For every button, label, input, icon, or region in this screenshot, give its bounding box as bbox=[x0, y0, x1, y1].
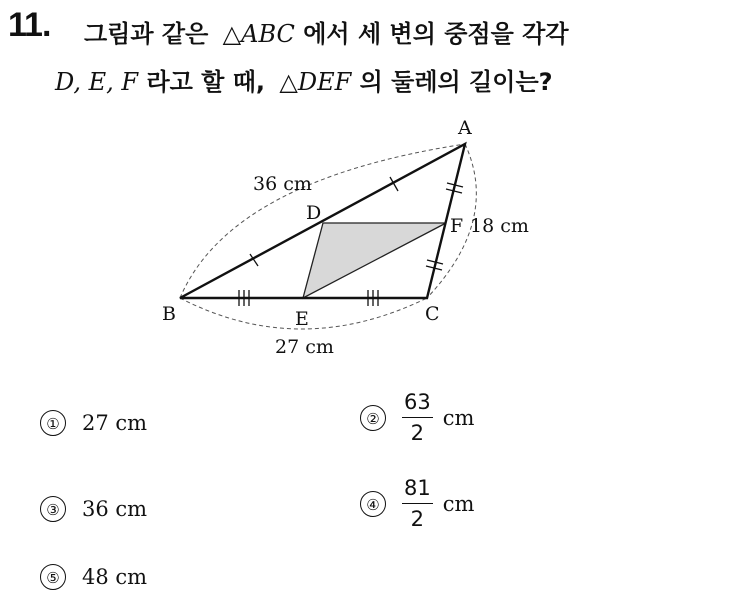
question-text: 라고 할 때, bbox=[146, 68, 266, 96]
choice-1[interactable] bbox=[40, 410, 147, 436]
label-a: A bbox=[458, 117, 472, 139]
choice-4[interactable] bbox=[360, 476, 474, 531]
measure-ab: 36 cm bbox=[253, 173, 312, 195]
choice-5[interactable] bbox=[40, 564, 147, 590]
label-d: D bbox=[306, 202, 322, 224]
triangle-def: △DEF bbox=[279, 68, 352, 96]
choice-1-number: ① bbox=[40, 410, 66, 436]
choice-5-text: 48 cm bbox=[82, 565, 148, 589]
choice-2-unit: cm bbox=[442, 405, 475, 430]
choice-4-fraction: $\frac{81}{2}$ bbox=[404, 476, 431, 531]
choice-1-text: 27 cm bbox=[82, 411, 148, 435]
choice-5-number: ⑤ bbox=[40, 564, 66, 590]
label-e: E bbox=[295, 308, 309, 330]
triangle-def-shape bbox=[303, 223, 446, 298]
choice-2[interactable] bbox=[360, 390, 474, 445]
question-text: 에서 세 변의 중점을 각각 bbox=[303, 20, 569, 48]
choice-2-number: ② bbox=[360, 405, 386, 431]
measure-bc: 27 cm bbox=[275, 336, 334, 358]
midpoint-vars: D, E, F bbox=[55, 68, 139, 96]
label-c: C bbox=[425, 303, 440, 325]
choice-4-unit: cm bbox=[442, 491, 475, 516]
triangle-abc: △ABC bbox=[222, 20, 295, 48]
label-b: B bbox=[162, 303, 176, 325]
choice-3[interactable] bbox=[40, 496, 147, 522]
choice-4-number: ④ bbox=[360, 491, 386, 517]
question-text: 그림과 같은 bbox=[84, 20, 209, 48]
choice-3-text: 36 cm bbox=[82, 497, 148, 521]
question-number: 11. bbox=[8, 6, 51, 44]
choice-2-fraction: $\frac{63}{2}$ bbox=[404, 390, 431, 445]
question-text: 의 둘레의 길이는? bbox=[359, 68, 553, 96]
choice-3-number: ③ bbox=[40, 496, 66, 522]
label-f: F bbox=[450, 215, 464, 237]
measure-ac: 18 cm bbox=[470, 215, 529, 237]
